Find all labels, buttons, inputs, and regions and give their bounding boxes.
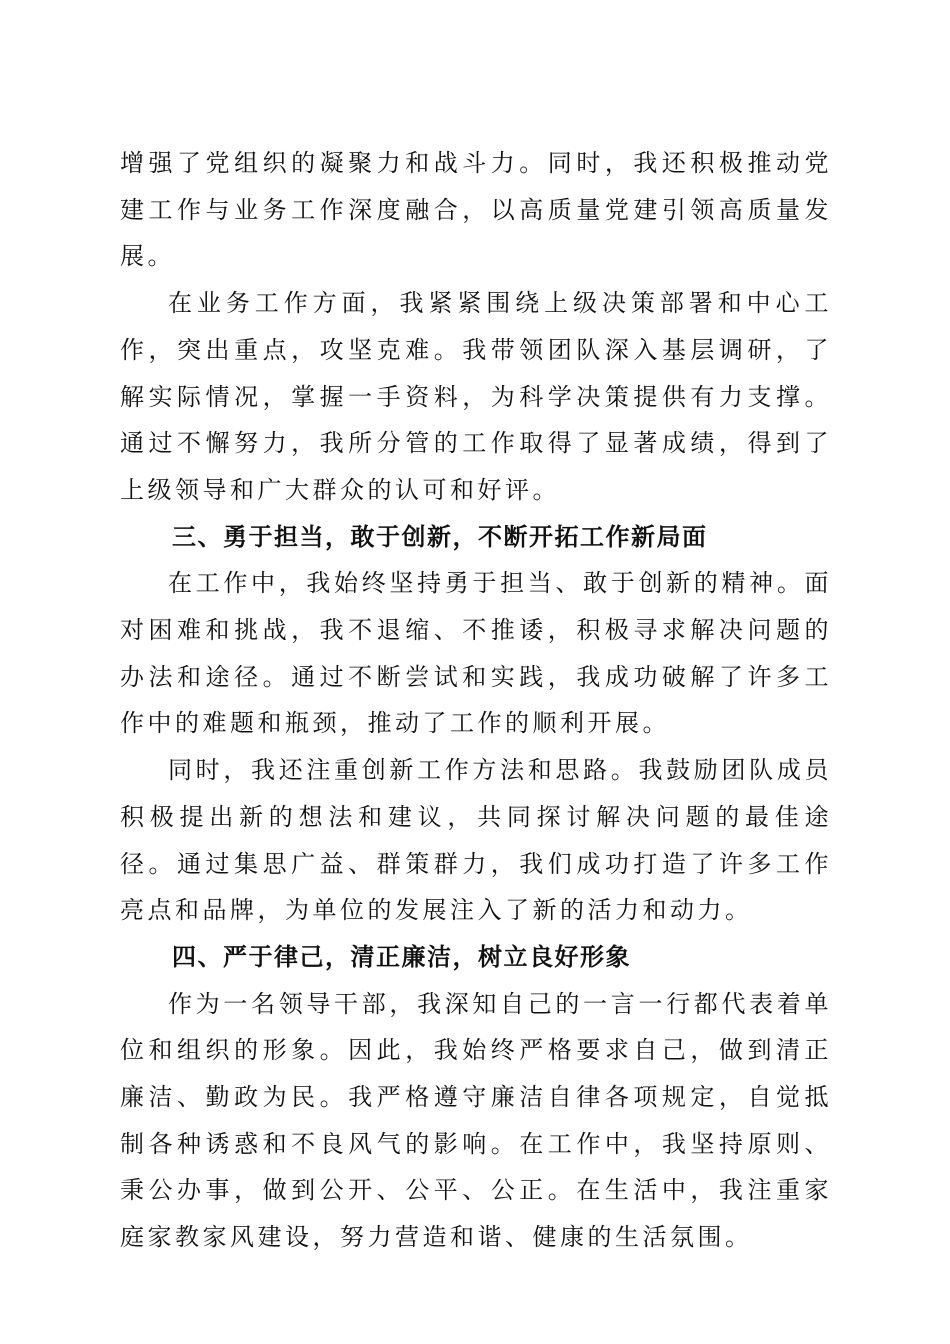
paragraph-integrity: 作为一名领导干部，我深知自己的一言一行都代表着单位和组织的形象。因此，我始终严格要求自己，做到清正廉洁、勤政为民。我严格遵守廉洁自律各项规定，自觉抵制各种诱惑和不良风气的影响。在工作中，我坚持原则、秉公办事，做到公开、公平、公正。在生活中，我注重家庭家教家风建设，努力营造和谐、健康的生活氛围。 — [120, 989, 832, 1252]
paragraph-courage-innovation: 在工作中，我始终坚持勇于担当、敢于创新的精神。面对困难和挑战，我不退缩、不推诿，积极寻求解决问题的办法和途径。通过不断尝试和实践，我成功破解了许多工作中的难题和瓶颈，推动了工作的顺利开展。 — [120, 569, 832, 738]
section-heading-four: 四、严于律己，清正廉洁，树立良好形象 — [172, 942, 631, 971]
paragraph-innovation-methods: 同时，我还注重创新工作方法和思路。我鼓励团队成员积极提出新的想法和建议，共同探讨解决问题的最佳途径。通过集思广益、群策群力，我们成功打造了许多工作亮点和品牌，为单位的发展注入了新的活力和动力。 — [120, 756, 832, 925]
paragraph-continued: 增强了党组织的凝聚力和战斗力。同时，我还积极推动党建工作与业务工作深度融合，以高质量党建引领高质量发展。 — [120, 149, 832, 271]
paragraph-business-work: 在业务工作方面，我紧紧围绕上级决策部署和中心工作，突出重点，攻坚克难。我带领团队深入基层调研，了解实际情况，掌握一手资料，为科学决策提供有力支撑。通过不懈努力，我所分管的工作取得了显著成绩，得到了上级领导和广大群众的认可和好评。 — [120, 289, 832, 504]
section-heading-three: 三、勇于担当，敢于创新，不断开拓工作新局面 — [172, 522, 708, 551]
document-page — [120, 140, 832, 1261]
